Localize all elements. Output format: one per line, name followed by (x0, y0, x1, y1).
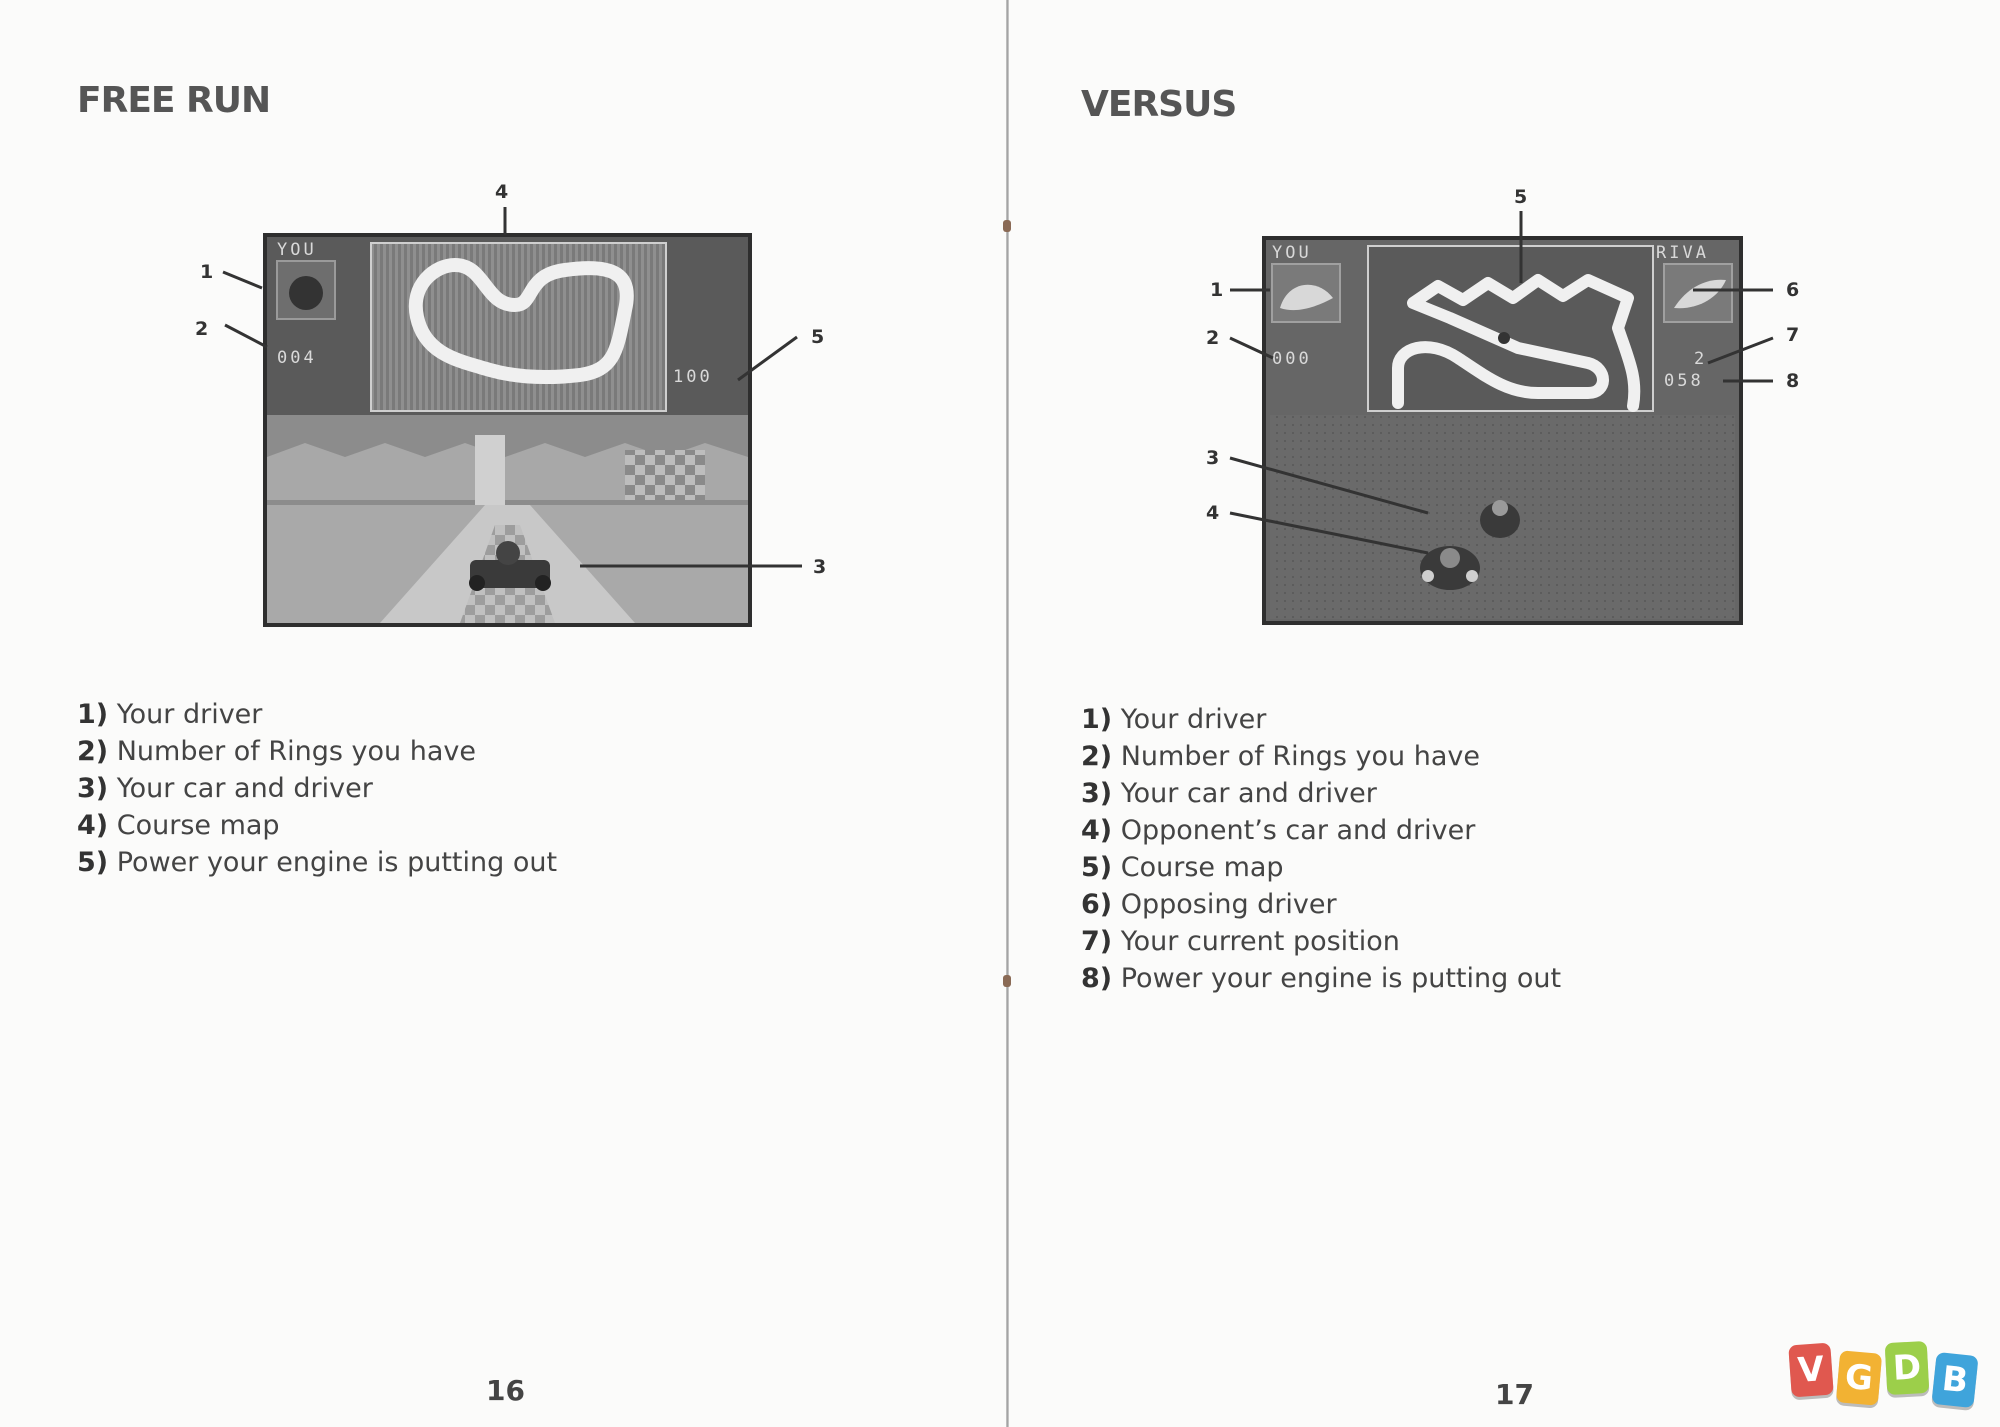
legend-item (77, 696, 557, 733)
legend-number: 3) (77, 773, 109, 804)
page-number: 17 (1495, 1378, 1534, 1411)
callout-4: 4 (495, 181, 509, 203)
free-run-diagram (185, 165, 845, 635)
legend-item (77, 733, 557, 770)
legend-number: 5) (77, 847, 109, 878)
callout-7: 7 (1786, 324, 1800, 346)
free-run-legend (77, 696, 557, 881)
legend-number: 8) (1081, 963, 1113, 994)
legend-item (1081, 849, 1561, 886)
legend-number: 4) (1081, 815, 1113, 846)
legend-item (1081, 886, 1561, 923)
legend-item (1081, 701, 1561, 738)
callout-3: 3 (1206, 447, 1220, 469)
callout-3: 3 (813, 556, 827, 578)
legend-number: 2) (1081, 741, 1113, 772)
callout-4: 4 (1206, 502, 1220, 524)
legend-number: 6) (1081, 889, 1113, 920)
driver-head-icon (289, 276, 323, 310)
power-readout: 058 (1664, 371, 1704, 391)
legend-text: Number of Rings you have (1120, 741, 1480, 772)
hud-rival-label: RIVA (1656, 243, 1709, 263)
legend-item (1081, 812, 1561, 849)
legend-number: 7) (1081, 926, 1113, 957)
legend-text: Opponent’s car and driver (1120, 815, 1476, 846)
position-readout: 2 (1694, 349, 1708, 369)
callout-5: 5 (811, 326, 825, 348)
legend-text: Course map (1120, 852, 1284, 883)
versus-screenshot-figure (1188, 168, 1848, 638)
legend-number: 2) (77, 736, 109, 767)
legend-number: 5) (1081, 852, 1113, 883)
map-player-marker (1498, 332, 1510, 344)
logo-tile-v: V (1788, 1343, 1834, 1398)
legend-item (1081, 738, 1561, 775)
page-title: FREE RUN (77, 80, 271, 121)
legend-text: Course map (116, 810, 280, 841)
free-run-screenshot-figure (185, 165, 845, 635)
legend-text: Power your engine is putting out (1120, 963, 1562, 994)
legend-text: Number of Rings you have (116, 736, 476, 767)
legend-item (1081, 960, 1561, 997)
legend-number: 3) (1081, 778, 1113, 809)
callout-8: 8 (1786, 370, 1800, 392)
hud-you-label: YOU (277, 240, 317, 260)
callout-5: 5 (1514, 186, 1528, 208)
rings-counter: 000 (1272, 349, 1312, 369)
legend-number: 1) (77, 699, 109, 730)
versus-diagram (1188, 168, 1848, 638)
legend-text: Your current position (1120, 926, 1400, 957)
page-title: VERSUS (1081, 84, 1237, 125)
callout-1: 1 (1210, 279, 1224, 301)
legend-text: Your car and driver (116, 773, 373, 804)
callout-2: 2 (195, 318, 209, 340)
legend-item (1081, 775, 1561, 812)
hud-you-label: YOU (1272, 243, 1312, 263)
vgdb-watermark-logo (1790, 1340, 1985, 1420)
power-readout: 100 (673, 367, 713, 387)
logo-tile-g: G (1836, 1350, 1882, 1405)
callout-6: 6 (1786, 279, 1800, 301)
page-17 (1008, 0, 2000, 1427)
legend-number: 1) (1081, 704, 1113, 735)
legend-number: 4) (77, 810, 109, 841)
legend-item (77, 844, 557, 881)
legend-text: Opposing driver (1120, 889, 1337, 920)
player-car-icon (1420, 546, 1480, 590)
legend-text: Your car and driver (1120, 778, 1377, 809)
callout-2: 2 (1206, 327, 1220, 349)
legend-text: Power your engine is putting out (116, 847, 558, 878)
game-screen (1264, 238, 1741, 623)
rings-counter: 004 (277, 348, 317, 368)
legend-item (1081, 923, 1561, 960)
logo-tile-b: B (1931, 1352, 1978, 1408)
legend-text: Your driver (116, 699, 263, 730)
callout-1: 1 (200, 261, 214, 283)
legend-item (77, 770, 557, 807)
legend-item (77, 807, 557, 844)
versus-legend (1081, 701, 1561, 997)
page-number: 16 (486, 1374, 525, 1407)
logo-tile-d: D (1885, 1341, 1930, 1395)
legend-text: Your driver (1120, 704, 1267, 735)
